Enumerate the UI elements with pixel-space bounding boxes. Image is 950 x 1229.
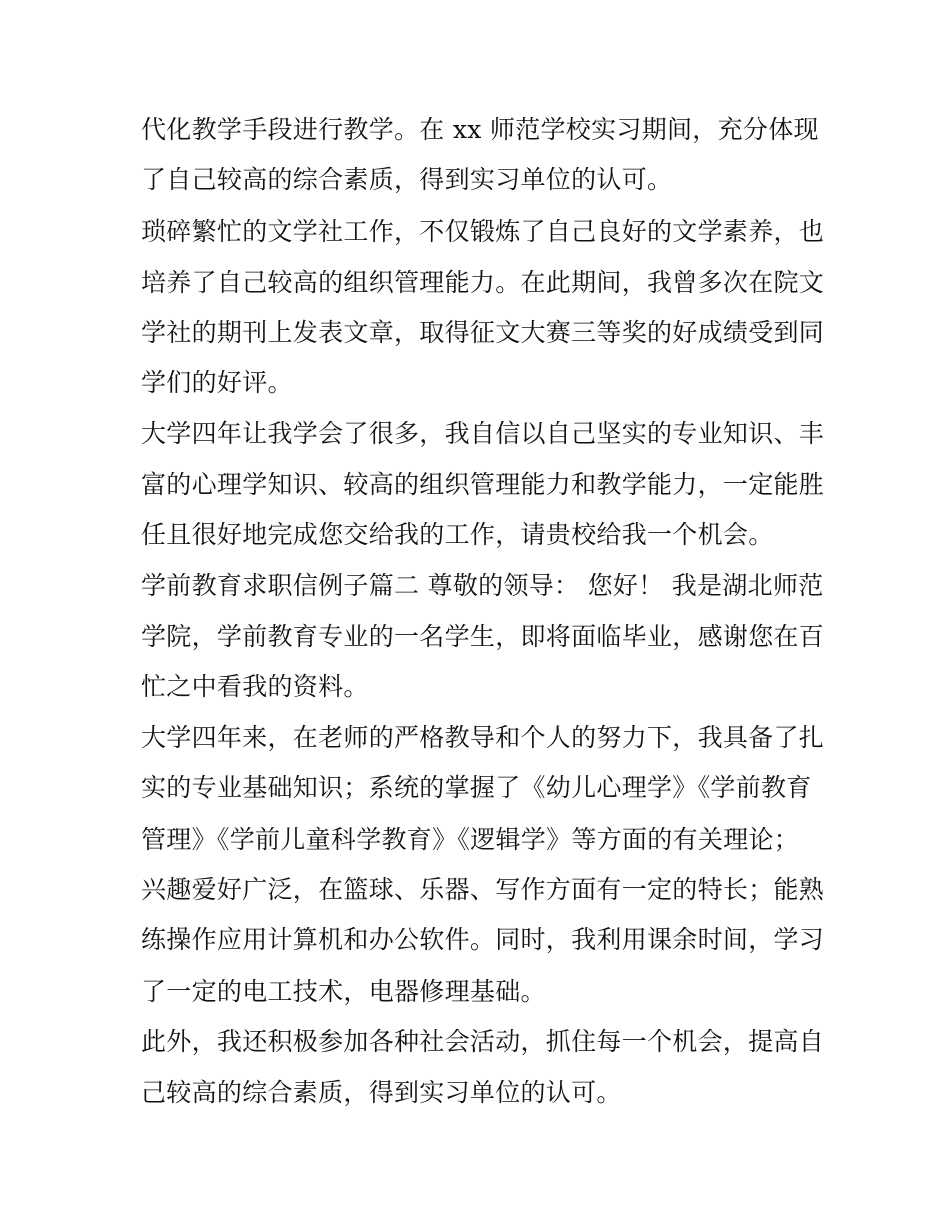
text-line: 学社的期刊上发表文章，取得征文大赛三等奖的好成绩受到同 — [141, 318, 825, 347]
text-line: 兴趣爱好广泛，在篮球、乐器、写作方面有一定的特长；能熟 — [141, 875, 825, 904]
text-line: 管理》《学前儿童科学教育》《逻辑学》等方面的有关理论； — [141, 825, 800, 854]
text-line: 任且很好地完成您交给我的工作，请贵校给我一个机会。 — [141, 520, 774, 549]
text-line: 了一定的电工技术，电器修理基础。 — [141, 977, 546, 1006]
text-line: 大学四年来，在老师的严格教导和个人的努力下，我具备了扎 — [141, 723, 825, 752]
text-line: 了自己较高的综合素质，得到实习单位的认可。 — [141, 165, 673, 194]
text-line: 练操作应用计算机和办公软件。同时，我利用课余时间，学习 — [141, 925, 825, 954]
text-line: 培养了自己较高的组织管理能力。在此期间，我曾多次在院文 — [141, 268, 825, 297]
text-line: 琐碎繁忙的文学社工作，不仅锻炼了自己良好的文学素养，也 — [141, 217, 825, 246]
text-line: 实的专业基础知识；系统的掌握了《幼儿心理学》《学前教育 — [141, 773, 812, 802]
text-line: 学前教育求职信例子篇二 尊敬的领导： 您好！ 我是湖北师范 — [141, 571, 824, 600]
text-line: 己较高的综合素质，得到实习单位的认可。 — [141, 1078, 622, 1107]
text-line: 大学四年让我学会了很多，我自信以自己坚实的专业知识、丰 — [141, 419, 825, 448]
text-line: 学们的好评。 — [141, 368, 293, 397]
text-line: 代化教学手段进行教学。在 xx 师范学校实习期间，充分体现 — [141, 115, 819, 144]
text-line: 忙之中看我的资料。 — [141, 672, 369, 701]
text-line: 富的心理学知识、较高的组织管理能力和教学能力，一定能胜 — [141, 470, 825, 499]
text-line: 此外，我还积极参加各种社会活动，抓住每一个机会，提高自 — [141, 1027, 825, 1056]
text-line: 学院，学前教育专业的一名学生，即将面临毕业，感谢您在百 — [141, 622, 825, 651]
